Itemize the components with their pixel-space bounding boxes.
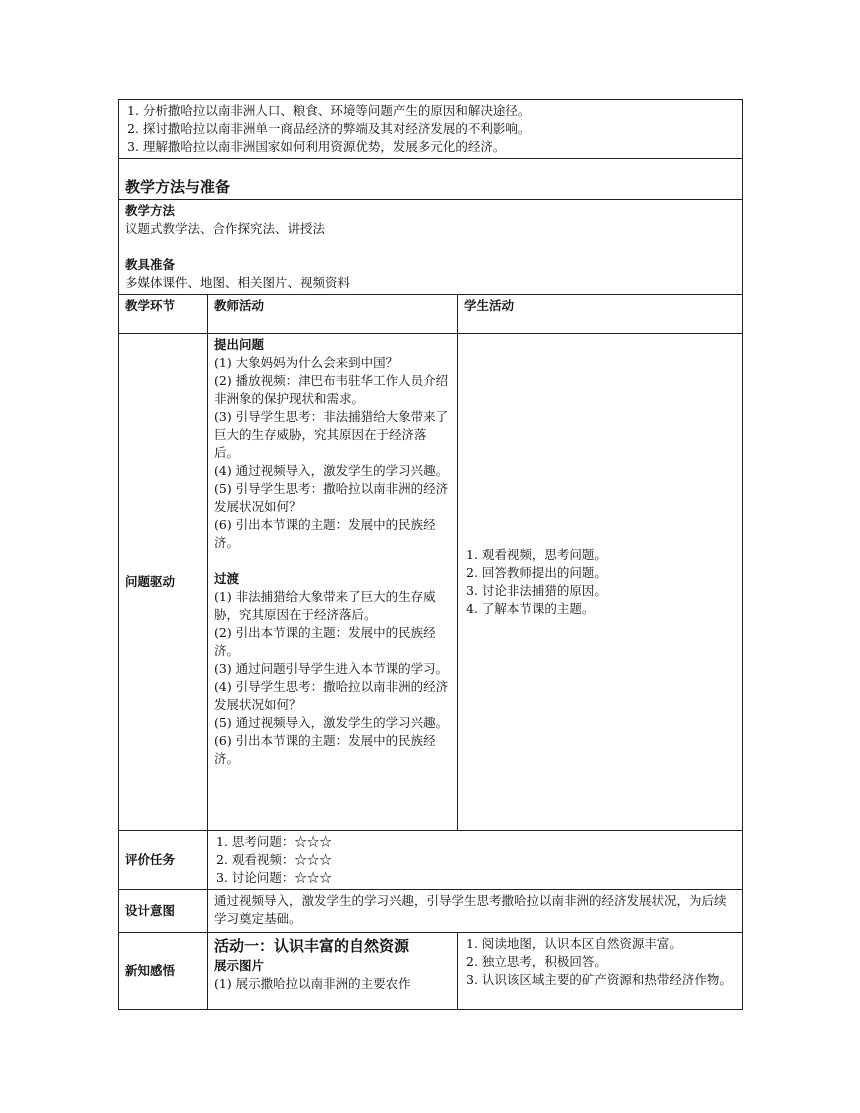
teacher-item: (6) 引出本节课的主题：发展中的民族经济。: [214, 517, 436, 550]
table-header-row: [119, 295, 743, 334]
teacher-heading: 过渡: [214, 571, 240, 586]
header-teacher: 教师活动: [208, 295, 458, 334]
lesson-plan-page: [118, 99, 742, 1010]
teacher-item: (1) 大象妈妈为什么会来到中国？: [214, 355, 399, 370]
teacher-item: (2) 播放视频：津巴布韦驻华工作人员介绍非洲象的保护现状和需求。: [214, 373, 449, 406]
tools-text: 多媒体课件、地图、相关图片、视频资料: [125, 275, 351, 290]
lesson-plan-table: [118, 99, 743, 1010]
new-student-cell: [458, 933, 743, 1010]
teacher-item: (5) 通过视频导入，激发学生的学习兴趣。: [214, 715, 449, 730]
design-label: 设计意图: [119, 890, 208, 933]
problem-teacher-cell: [208, 334, 458, 831]
eval-item: 2. 观看视频：☆☆☆: [216, 852, 332, 867]
student-item: 4. 了解本节课的主题。: [466, 601, 595, 616]
eval-item: 3. 讨论问题：☆☆☆: [216, 870, 332, 885]
student-item: 1. 观看视频，思考问题。: [466, 547, 607, 562]
design-text: 通过视频导入，激发学生的学习兴趣，引导学生思考撒哈拉以南非洲的经济发展状况，为后续学习奠定基础。: [214, 893, 727, 926]
new-label: 新知感悟: [119, 933, 208, 1010]
student-item: 2. 回答教师提出的问题。: [466, 565, 607, 580]
objective-item: 2. 探讨撒哈拉以南非洲单一商品经济的弊端及其对经济发展的不利影响。: [127, 121, 531, 136]
teacher-item: (3) 引导学生思考：非法捕猎给大象带来了巨大的生存威胁，究其原因在于经济落后。: [214, 409, 449, 460]
teacher-item: (1) 展示撒哈拉以南非洲的主要农作: [214, 976, 411, 991]
methods-label: 教学方法: [125, 203, 176, 218]
methods-title-cell: [119, 159, 743, 200]
teacher-heading: 提出问题: [214, 337, 265, 352]
eval-cell: [208, 831, 743, 890]
design-row: [119, 890, 743, 933]
methods-title-row: [119, 159, 743, 200]
teacher-item: (2) 引出本节课的主题：发展中的民族经济。: [214, 625, 436, 658]
methods-text: 议题式教学法、合作探究法、讲授法: [125, 221, 326, 236]
teacher-item: (4) 引导学生思考：撒哈拉以南非洲的经济发展状况如何？: [214, 679, 449, 712]
methods-row: [119, 200, 743, 295]
eval-row: [119, 831, 743, 890]
header-stage: 教学环节: [119, 295, 208, 334]
eval-item: 1. 思考问题：☆☆☆: [216, 834, 332, 849]
objectives-row: [119, 100, 743, 159]
student-item: 1. 阅读地图，认识本区自然资源丰富。: [466, 936, 682, 951]
problem-row: [119, 334, 743, 831]
problem-label: 问题驱动: [119, 334, 208, 831]
objective-item: 3. 理解撒哈拉以南非洲国家如何利用资源优势，发展多元化的经济。: [127, 139, 506, 154]
teacher-item: (5) 引导学生思考：撒哈拉以南非洲的经济发展状况如何？: [214, 481, 449, 514]
problem-student-cell: [458, 334, 743, 831]
student-item: 2. 独立思考，积极回答。: [466, 954, 607, 969]
objective-item: 1. 分析撒哈拉以南非洲人口、粮食、环境等问题产生的原因和解决途径。: [127, 103, 531, 118]
student-item: 3. 讨论非法捕猎的原因。: [466, 583, 607, 598]
new-teacher-cell: [208, 933, 458, 1010]
teacher-item: (6) 引出本节课的主题：发展中的民族经济。: [214, 733, 436, 766]
teacher-item: (3) 通过问题引导学生进入本节课的学习。: [214, 661, 449, 676]
design-cell: [208, 890, 743, 933]
teacher-item: (1) 非法捕猎给大象带来了巨大的生存威胁，究其原因在于经济落后。: [214, 589, 436, 622]
teacher-heading: 展示图片: [214, 958, 265, 973]
teacher-item: (4) 通过视频导入，激发学生的学习兴趣。: [214, 463, 449, 478]
methods-cell: [119, 200, 743, 295]
objectives-cell: [119, 100, 743, 159]
student-item: 3. 认识该区域主要的矿产资源和热带经济作物。: [466, 972, 732, 987]
section-title: 教学方法与准备: [125, 178, 231, 196]
eval-label: 评价任务: [119, 831, 208, 890]
tools-label: 教具准备: [125, 257, 176, 272]
new-row: [119, 933, 743, 1010]
activity-title: 活动一：认识丰富的自然资源: [214, 937, 410, 955]
header-student: 学生活动: [458, 295, 743, 334]
